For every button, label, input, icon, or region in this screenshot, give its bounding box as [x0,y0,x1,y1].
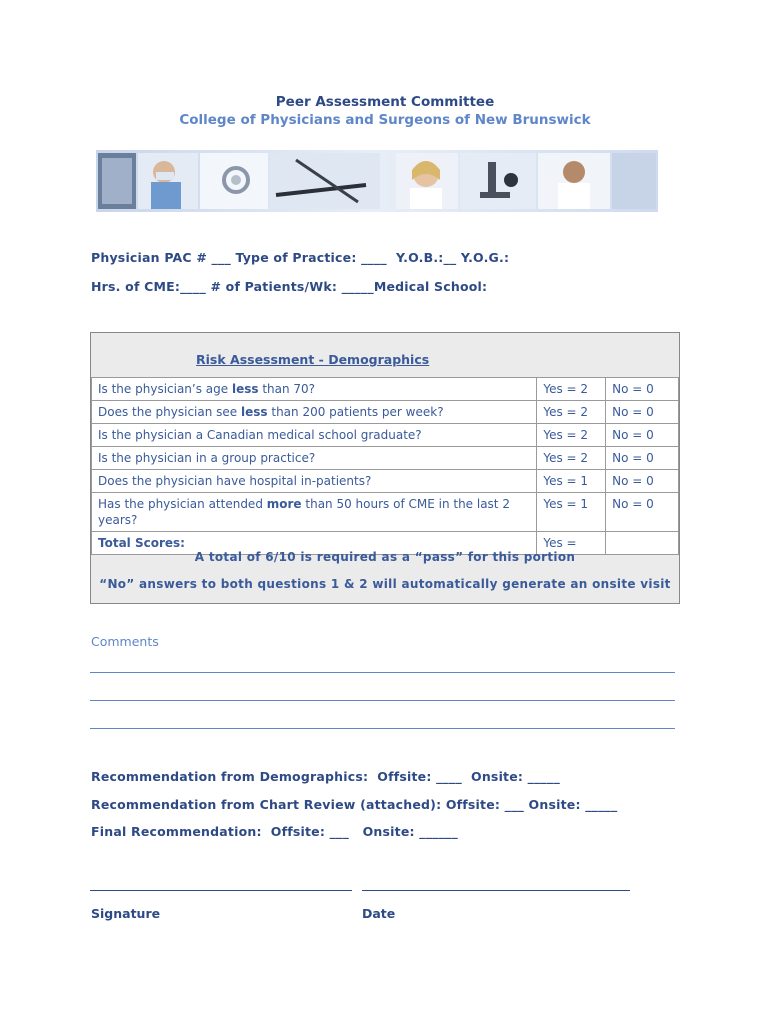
final-recommendation: Final Recommendation: Offsite: ___ Onsite: ______ [91,824,458,839]
question-emphasis: less [231,382,259,396]
question-text: Does the physician have hospital in-patients? [98,474,372,488]
question-emphasis: more [266,497,302,511]
date-line[interactable] [362,890,630,891]
comments-line-2[interactable] [90,700,675,701]
table-row [92,401,679,424]
question-text: than 200 patients per week? [267,405,444,419]
signature-label: Signature [91,906,161,921]
no-score-cell[interactable]: No = 0 [606,424,679,447]
pass-requirement-note: A total of 6/10 is required as a “pass” for this portion [194,550,576,564]
question-emphasis: less [241,405,268,419]
comments-line-3[interactable] [90,728,675,729]
question-cell [92,401,537,424]
question-cell [92,470,537,493]
document-subtitle: College of Physicians and Surgeons of New Brunswick [179,112,591,128]
onsite-visit-note: “No” answers to both questions 1 & 2 will automatically generate an onsite visit [99,577,671,591]
yes-score-cell[interactable]: Yes = 1 [537,493,606,532]
comments-label: Comments [91,634,159,649]
no-score-cell[interactable]: No = 0 [606,470,679,493]
question-cell [92,424,537,447]
comments-line-1[interactable] [90,672,675,673]
document-title: Peer Assessment Committee [275,94,495,110]
question-text: Does the physician see [98,405,241,419]
yes-score-cell[interactable]: Yes = 1 [537,470,606,493]
date-label: Date [362,906,396,921]
question-text: than 50 hours of CME in the last 2 years? [98,497,510,527]
table-row [92,424,679,447]
total-yes-cell[interactable]: Yes = [537,532,606,555]
no-score-cell[interactable]: No = 0 [606,378,679,401]
question-text: Has the physician attended [98,497,267,511]
yes-score-cell[interactable]: Yes = 2 [537,401,606,424]
table-row [92,447,679,470]
signature-line[interactable] [90,890,352,891]
table-row [92,378,679,401]
risk-assessment-table [91,377,679,555]
question-text: Is the physician a Canadian medical school graduate? [98,428,422,442]
table-row [92,493,679,532]
no-score-cell[interactable]: No = 0 [606,493,679,532]
no-score-cell[interactable]: No = 0 [606,401,679,424]
question-cell [92,493,537,532]
medical-banner-image [96,150,658,212]
question-cell [92,447,537,470]
recommendation-demographics: Recommendation from Demographics: Offsite: ____ Onsite: _____ [91,769,560,784]
question-cell [92,378,537,401]
question-text: Is the physician’s age [98,382,232,396]
yes-score-cell[interactable]: Yes = 2 [537,447,606,470]
recommendation-chart-review: Recommendation from Chart Review (attached): Offsite: ___ Onsite: _____ [91,797,618,812]
total-scores-label: Total Scores: [92,532,537,555]
question-text: Is the physician in a group practice? [98,451,316,465]
no-score-cell[interactable]: No = 0 [606,447,679,470]
question-text: than 70? [258,382,316,396]
yes-score-cell[interactable]: Yes = 2 [537,378,606,401]
yes-score-cell[interactable]: Yes = 2 [537,424,606,447]
risk-assessment-title: Risk Assessment - Demographics [196,352,430,367]
physician-info-line-1: Physician PAC # ___ Type of Practice: ____ Y.O.B.:__ Y.O.G.: [91,250,510,265]
physician-info-line-2: Hrs. of CME:____ # of Patients/Wk: _____Medical School: [91,279,488,294]
table-row [92,470,679,493]
